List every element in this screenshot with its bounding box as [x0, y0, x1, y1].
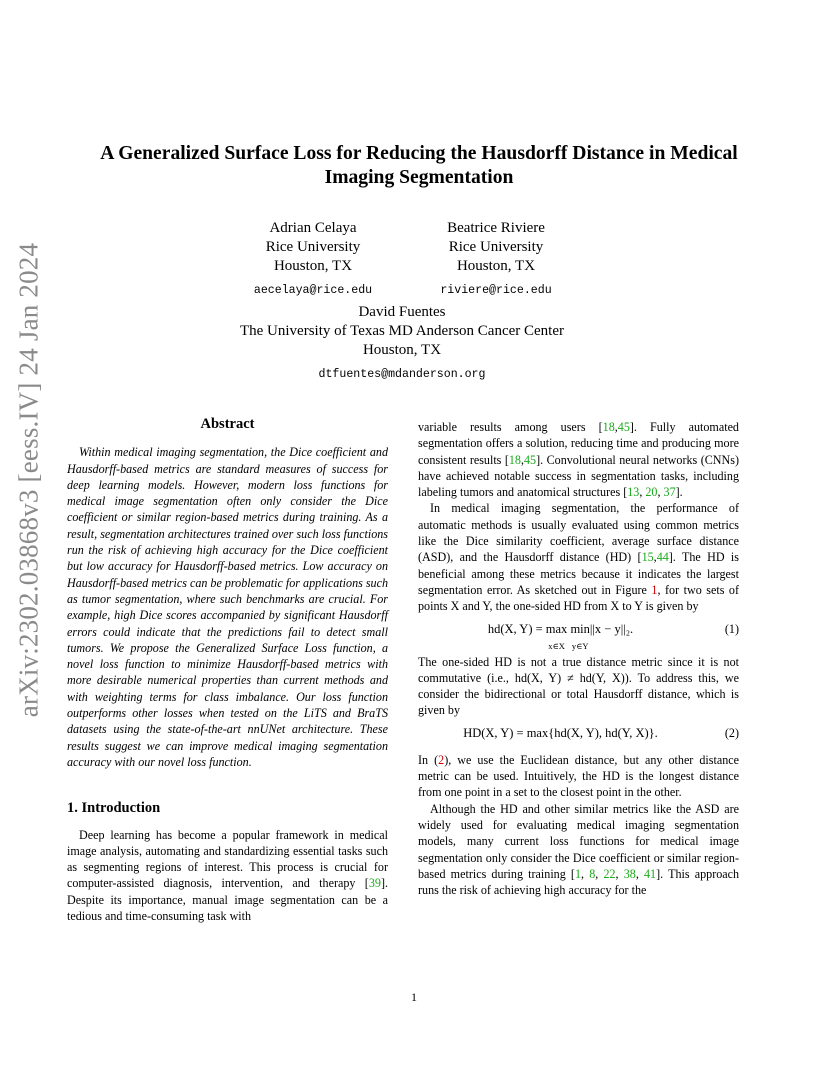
- operator-subscript: y∈Y: [571, 640, 589, 651]
- author-name: Beatrice Riviere: [447, 220, 545, 236]
- paragraph-text: ]. The HD is beneficial among these metrics because it indicates the largest segmentation error. As sketched out in Figure: [418, 550, 739, 597]
- citation-separator: ,: [595, 866, 604, 881]
- arxiv-id-text: arXiv:2302.03868v3 [eess.IV] 24 Jan 2024: [13, 242, 44, 718]
- author-location: Houston, TX: [362, 342, 442, 358]
- equation-lhs: hd(X, Y) =: [487, 621, 546, 636]
- author-location: Houston, TX: [273, 258, 353, 274]
- citation-link[interactable]: 15: [641, 550, 654, 565]
- citation-link[interactable]: 37: [663, 485, 676, 500]
- abstract-text: Within medical imaging segmentation, the Dice coefficient and Hausdorff-based metrics are standard measures of success for deep learning models. However, modern loss functions for medical image segmentation often only consider the Dice coefficient or similar region-based metrics during training. As a result, segmentation architectures trained over such loss functions run the risk of achieving high accuracy for the Dice coefficient but low accuracy for Hausdorff-based metrics. Low accuracy on Hausdorff-based metrics can be problematic for applications such as tumor segmentation, where such benchmarks are crucial. For example, high Dice scores accompanied by significant Hausdorff errors could indicate that the predictions fail to detect small tumors. We propose the Generalized Surface Loss function, a novel loss function to minimize Hausdorff-based metrics with more desirable numerical properties than current methods and with weighting terms for class imbalance. Our loss function outperforms other losses when tested on the LiTS and BraTS datasets using the state-of-the-art nnUNet architecture. These results suggest we can improve medical imaging segmentation accuracy with our novel loss function.: [67, 445, 389, 769]
- citation-link[interactable]: 8: [589, 866, 596, 881]
- paper-title: [60, 142, 778, 190]
- citation-link[interactable]: 1: [574, 866, 582, 881]
- citation-link[interactable]: 22: [603, 866, 616, 881]
- paragraph-text: , for two sets of points X and Y, the one-sided HD from X to Y is given by: [418, 582, 739, 614]
- paragraph-text: ]. This approach runs the risk of achieving high accuracy for the: [418, 866, 740, 898]
- operator-max: max: [545, 621, 568, 636]
- paragraph-text: Deep learning has become a popular framework in medical image analysis, automating and standardizing essential tasks such as segmenting regions of interest. This process is crucial for computer-assisted diagnosis, intervention, and therapy [: [67, 827, 388, 891]
- equation-1: [418, 621, 739, 651]
- equation-reference-link[interactable]: 2: [438, 752, 445, 767]
- citation-separator: ,: [635, 866, 644, 881]
- author-email[interactable]: aecelaya@rice.edu: [253, 284, 373, 297]
- citation-separator: ,: [653, 550, 657, 565]
- paragraph-text: ), we use the Euclidean distance, but any other distance metric can be used. Intuitively, the HD is the longest distance from one point in a set to the closest point in the other.: [418, 752, 740, 800]
- citation-link[interactable]: 13: [627, 485, 640, 500]
- author-block-1: [213, 219, 413, 300]
- figure-reference-link[interactable]: 1: [651, 582, 658, 597]
- citation-link[interactable]: 45: [524, 452, 537, 467]
- citation-link[interactable]: 38: [623, 866, 636, 881]
- intro-paragraph: [67, 827, 388, 925]
- title-line-1: A Generalized Surface Loss for Reducing the Hausdorff Distance in Medical: [100, 143, 738, 164]
- citation-link[interactable]: 18: [602, 420, 615, 434]
- body-paragraph: [418, 752, 739, 801]
- author-email[interactable]: riviere@rice.edu: [440, 284, 552, 297]
- paragraph-text: ].: [675, 485, 683, 500]
- paragraph-text: ]. Convolutional neural networks (CNNs) have achieved notable success in segmentation tasks, including labeling tumors and anatomical structures [: [418, 452, 739, 500]
- paragraph-text: ]. Fully automated segmentation offers a solution, reducing time and producing more consistent results [: [418, 420, 739, 467]
- equation-number: (1): [724, 621, 739, 636]
- abstract-heading: Abstract: [200, 416, 255, 432]
- equation-expression: HD(X, Y) = max{hd(X, Y), hd(Y, X)}.: [463, 725, 658, 740]
- author-name: Adrian Celaya: [269, 220, 357, 236]
- operator-subscript: x∈X: [548, 640, 565, 651]
- title-line-2: Imaging Segmentation: [324, 167, 514, 188]
- author-location: Houston, TX: [456, 258, 536, 274]
- page-number: 1: [411, 990, 417, 1004]
- citation-separator: ,: [639, 485, 646, 500]
- body-paragraph: [418, 419, 739, 500]
- body-paragraph: The one-sided HD is not a true distance metric since it is not commutative (i.e., hd(X, Y) ≠ hd(Y, X)). To address this, we consider the bidirectional or total Hausdorff distance, which is given by: [418, 654, 739, 718]
- equation-rhs: ||x − y||₂.: [589, 621, 634, 636]
- citation-link[interactable]: 44: [656, 550, 669, 565]
- equation-2: [418, 725, 739, 745]
- author-name: David Fuentes: [358, 304, 446, 320]
- citation-link[interactable]: 18: [508, 452, 521, 467]
- author-affiliation: The University of Texas MD Anderson Cancer Center: [239, 323, 564, 339]
- paragraph-text: ]. Despite its importance, manual image segmentation can be a tedious and time-consuming task with: [67, 876, 388, 924]
- author-block-2: [396, 219, 596, 300]
- body-paragraph: [418, 801, 739, 899]
- arxiv-identifier: [4, 242, 54, 718]
- paragraph-text: Although the HD and other similar metrics like the ASD are widely used for evaluating medical imaging segmentation models, many current loss functions for medical image segmentation only consider the Dice coefficient or similar region-based metrics during training [: [418, 801, 739, 881]
- left-column: [67, 416, 388, 924]
- citation-separator: ,: [614, 420, 618, 434]
- section-heading-introduction: 1. Introduction: [67, 800, 161, 817]
- author-affiliation: Rice University: [448, 239, 544, 255]
- paragraph-text: In (: [418, 752, 439, 767]
- paragraph-text: variable results among users [: [418, 420, 603, 434]
- citation-link[interactable]: 20: [645, 485, 658, 500]
- paragraph-text: In medical imaging segmentation, the performance of automatic methods is usually evaluated using common metrics like the Dice similarity coefficient, average surface distance (ASD), and the Hausdorff distance (HD) [: [418, 501, 739, 565]
- equation-number: (2): [724, 725, 739, 740]
- citation-separator: ,: [581, 866, 590, 881]
- citation-separator: ,: [657, 485, 664, 500]
- citation-link[interactable]: 45: [617, 420, 630, 434]
- citation-link[interactable]: 41: [644, 866, 657, 881]
- equation-expression: [418, 621, 703, 655]
- operator-min: min: [570, 621, 590, 636]
- citation-separator: ,: [520, 452, 524, 467]
- author-affiliation: Rice University: [265, 239, 361, 255]
- citation-link[interactable]: 39: [368, 876, 381, 891]
- right-column: [418, 419, 739, 898]
- author-block-3: [202, 303, 602, 384]
- body-paragraph: [418, 500, 739, 614]
- author-email[interactable]: dtfuentes@mdanderson.org: [318, 368, 486, 381]
- citation-separator: ,: [615, 866, 624, 881]
